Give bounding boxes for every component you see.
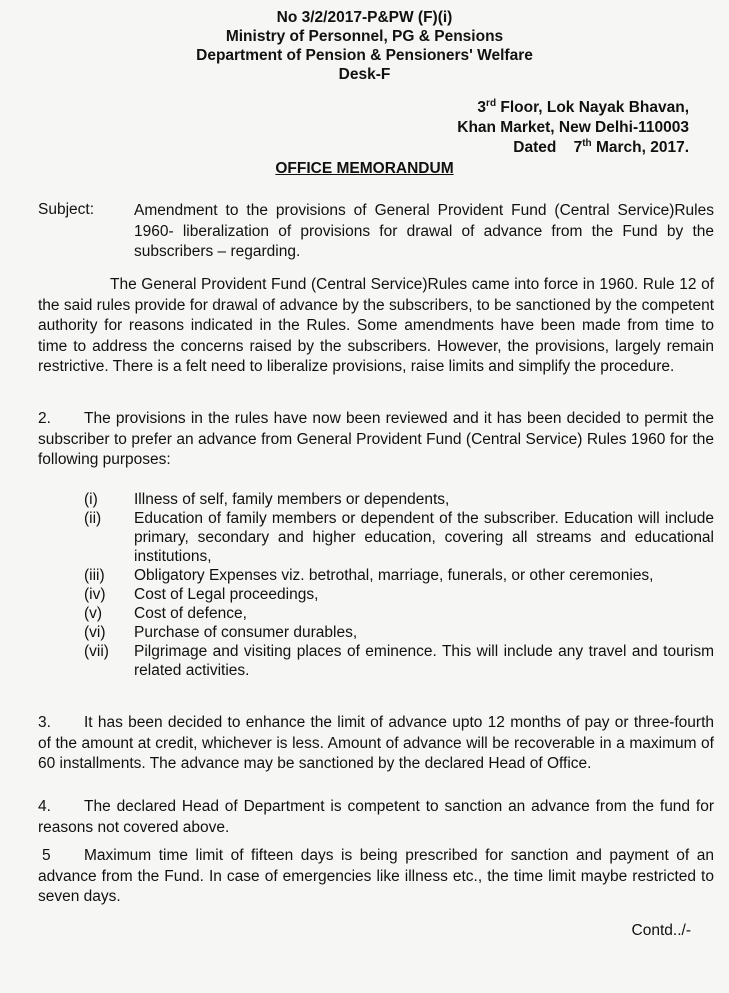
purposes-list [84, 490, 714, 680]
paragraph-2 [38, 409, 714, 471]
subject-text: Amendment to the provisions of General Provident Fund (Central Service)Rules 1960- liberalization of provisions for drawal of advance from the Fund by the subscribers – regarding. [134, 202, 714, 260]
document-title: OFFICE MEMORANDUM [275, 160, 454, 177]
list-item-number: (vii) [84, 643, 109, 660]
date-suffix: th [582, 137, 592, 149]
paragraph-number: 5 [42, 847, 51, 864]
dated-label: Dated [513, 139, 557, 156]
address-line-1 [477, 98, 689, 117]
list-item-number: (iii) [84, 567, 105, 584]
list-item [84, 623, 714, 642]
department-name: Department of Pension & Pensioners' Welfare [196, 47, 533, 64]
date-month-year: March, 2017. [591, 139, 689, 156]
paragraph-3 [38, 713, 714, 775]
date-line [513, 138, 689, 157]
paragraph-number: 4. [38, 798, 51, 815]
intro-text: The General Provident Fund (Central Service)Rules came into force in 1960. Rule 12 of the said rules provide for drawal of advance by the subscribers, to be sanctioned by the competent authority for reasons indicated in the Rules. Some amendments have been made from time to time to address the concerns raised by the subscribers. However, the provisions, largely remain restrictive. There is a felt need to liberalize provisions, raise limits and simplify the procedure. [38, 276, 714, 375]
ministry-name: Ministry of Personnel, PG & Pensions [225, 28, 504, 45]
list-item-number: (ii) [84, 510, 102, 527]
list-item-text: Illness of self, family members or dependents, [134, 491, 450, 508]
date-day: 7 [573, 139, 583, 156]
list-item-number: (vi) [84, 624, 106, 641]
desk-name: Desk-F [338, 66, 391, 83]
list-item-number: (i) [84, 491, 98, 508]
list-item [84, 509, 714, 566]
floor-number: 3 [477, 99, 487, 116]
paragraph-text: The provisions in the rules have now been reviewed and it has been decided to permit the subscriber to prefer an advance from General Provident Fund (Central Service) Rules 1960 for the following purposes: [38, 410, 714, 468]
paragraph-4 [38, 797, 714, 838]
file-number: No 3/2/2017-P&PW (F)(i) [276, 9, 453, 26]
list-item-text: Purchase of consumer durables, [134, 624, 358, 641]
list-item-text: Obligatory Expenses viz. betrothal, marriage, funerals, or other ceremonies, [134, 567, 654, 584]
paragraph-5 [38, 846, 714, 908]
paragraph-text: It has been decided to enhance the limit of advance upto 12 months of pay or three-fourth of the amount at credit, whichever is less. Amount of advance will be recoverable in a maximum of 60 installments. The advance may be sanctioned by the declared Head of Office. [38, 714, 714, 772]
continued-marker: Contd../- [631, 922, 691, 939]
list-item-text: Cost of Legal proceedings, [134, 586, 319, 603]
list-item-text: Pilgrimage and visiting places of eminence. This will include any travel and tourism related activities. [134, 643, 714, 679]
list-item-number: (iv) [84, 586, 106, 603]
list-item-number: (v) [84, 605, 103, 622]
floor-suffix: rd [486, 97, 497, 109]
list-item-text: Cost of defence, [134, 605, 247, 622]
paragraph-number: 2. [38, 410, 51, 427]
paragraph-text: Maximum time limit of fifteen days is being prescribed for sanction and payment of an advance from the Fund. In case of emergencies like illness etc., the time limit maybe restricted to seven days. [38, 847, 714, 905]
list-item [84, 642, 714, 680]
list-item [84, 585, 714, 604]
list-item [84, 604, 714, 623]
building-name: Floor, Lok Nayak Bhavan, [496, 99, 689, 116]
list-item [84, 490, 714, 509]
list-item-text: Education of family members or dependent of the subscriber. Education will include primary, secondary and higher education, covering all streams and educational institutions, [134, 510, 714, 565]
paragraph-number: 3. [38, 714, 51, 731]
paragraph-text: The declared Head of Department is competent to sanction an advance from the fund for reasons not covered above. [38, 798, 714, 836]
subject-label: Subject: [38, 201, 95, 218]
intro-paragraph [38, 275, 714, 378]
address-line-2: Khan Market, New Delhi-110003 [457, 119, 689, 136]
list-item [84, 566, 714, 585]
